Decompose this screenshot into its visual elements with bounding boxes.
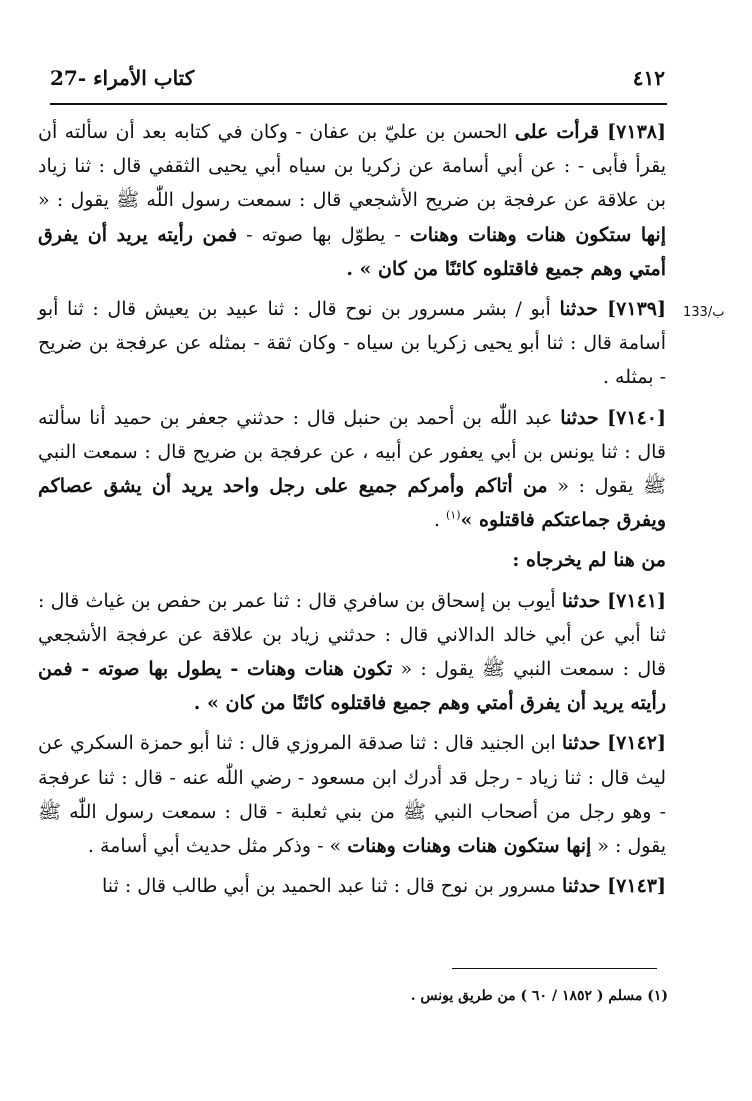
footnote-rule xyxy=(452,968,657,969)
hadith-number: [٧١٣٨] xyxy=(607,121,666,143)
running-header xyxy=(50,62,665,94)
isnad-text: الحسن بن عليّ بن عفان - وكان في كتابه بعد أن سألته أن يقرأ فأبى - : عن أبي أسامة عن زكريا بن سياه أبي يحيى الثقفي قال : ثنا زياد بن علاقة عن عرفجة بن ضريح الأشجعي قال : سمعت رسول اللّٰه ﷺ يقول : « xyxy=(38,121,666,212)
hadith-7140 xyxy=(38,401,666,538)
hadith-number: [٧١٤٠] xyxy=(607,406,666,429)
matn-text: فمن رأيته يريد أن يفرق أمتي وهم جميع فاقتلوه كائنًا من كان xyxy=(38,223,666,280)
matn-text: إنها ستكون هنات وهنات وهنات xyxy=(347,835,592,858)
isnad-text: ابن الجنيد قال : ثنا صدقة المروزي قال : ثنا أبو حمزة السكري عن ليث قال : ثنا زياد - رجل قد أدرك ابن مسعود - رضي اللّٰه عنه - قال : ثنا عرفجة - وهو رجل من أصحاب النبي ﷺ من بني ثعلبة - قال : سمعت رسول اللّٰه ﷺ يقول : « xyxy=(38,732,666,858)
hadith-7139 xyxy=(38,292,666,395)
isnad-text: أبو / بشر مسرور بن نوح قال : ثنا عبيد بن يعيش قال : ثنا أبو أسامة قال : ثنا أبو يحيى زكريا بن سياه - وكان ثقة - بمثله عن عرفجة بن ضريح - بمثله . xyxy=(38,298,666,389)
isnad-text: مسرور بن نوح قال : ثنا عبد الحميد بن أبي طالب قال : ثنا xyxy=(102,875,563,898)
matn-text: فمن رأيته يريد أن يفرق أمتي وهم جميع فاقتلوه كائنًا من كان xyxy=(38,658,666,715)
closing-quote: » xyxy=(460,509,479,532)
narration-phrase: حدثنا xyxy=(561,589,608,612)
section-heading: من هنا لم يخرجاه : xyxy=(512,549,666,572)
footnote: (١) مسلم ( ١٨٥٢ / ٦٠ ) من طريق يونس . xyxy=(410,988,668,1004)
narration-phrase: حدثنا xyxy=(561,732,608,755)
matn-text: تكون هنات وهنات xyxy=(247,658,393,681)
hadith-7143 xyxy=(38,869,666,903)
main-text xyxy=(38,115,666,903)
narration-phrase: قرأت على xyxy=(514,121,608,143)
isnad-text: عبد اللّٰه بن أحمد بن حنبل قال : حدثني جعفر بن حميد أنا سألته قال : ثنا يونس بن أبي يعفور عن أبيه ، عن عرفجة بن ضريح قال : سمعت النبي ﷺ يقول : « xyxy=(38,406,666,498)
footnote-marker[interactable]: (١) xyxy=(445,508,461,522)
header-rule xyxy=(50,103,667,105)
closing-quote: » . xyxy=(346,257,379,280)
chapter-title: 27- كتاب الأمراء xyxy=(50,66,195,90)
period: . xyxy=(433,509,446,532)
interjection-text: - يطوّل بها صوته - xyxy=(237,223,410,246)
narration-phrase: حدثنا xyxy=(559,298,608,321)
hadith-7141 xyxy=(38,584,666,721)
hadith-7142 xyxy=(38,726,666,863)
narration-phrase: حدثنا xyxy=(560,406,608,429)
closing-quote: » . xyxy=(193,692,226,715)
interjection-text: - يطول بها صوته - xyxy=(72,658,248,681)
hadith-number: [٧١٤٣] xyxy=(607,875,666,898)
margin-folio-note: 133/ب xyxy=(683,305,725,320)
matn-text: من أتاكم وأمركم جميع على رجل واحد يريد أن يشق عصاكم ويفرق جماعتكم فاقتلوه xyxy=(38,475,666,532)
matn-text: إنها ستكون هنات وهنات وهنات xyxy=(409,223,666,246)
closing-text: » - وذكر مثل حديث أبي أسامة . xyxy=(87,835,348,858)
hadith-7138 xyxy=(38,115,666,286)
page-number: ٤١٢ xyxy=(632,66,665,90)
hadith-number: [٧١٤٢] xyxy=(607,732,666,755)
isnad-text: أيوب بن إسحاق بن سافري قال : ثنا عمر بن حفص بن غياث قال : ثنا أبي عن أبي خالد الدالاني قال : حدثني زياد بن علاقة عن عرفجة الأشجعي قال : سمعت النبي ﷺ يقول : « xyxy=(38,589,667,681)
narration-phrase: حدثنا xyxy=(562,875,608,898)
hadith-number: [٧١٣٩] xyxy=(607,298,666,321)
hadith-number: [٧١٤١] xyxy=(607,589,666,612)
